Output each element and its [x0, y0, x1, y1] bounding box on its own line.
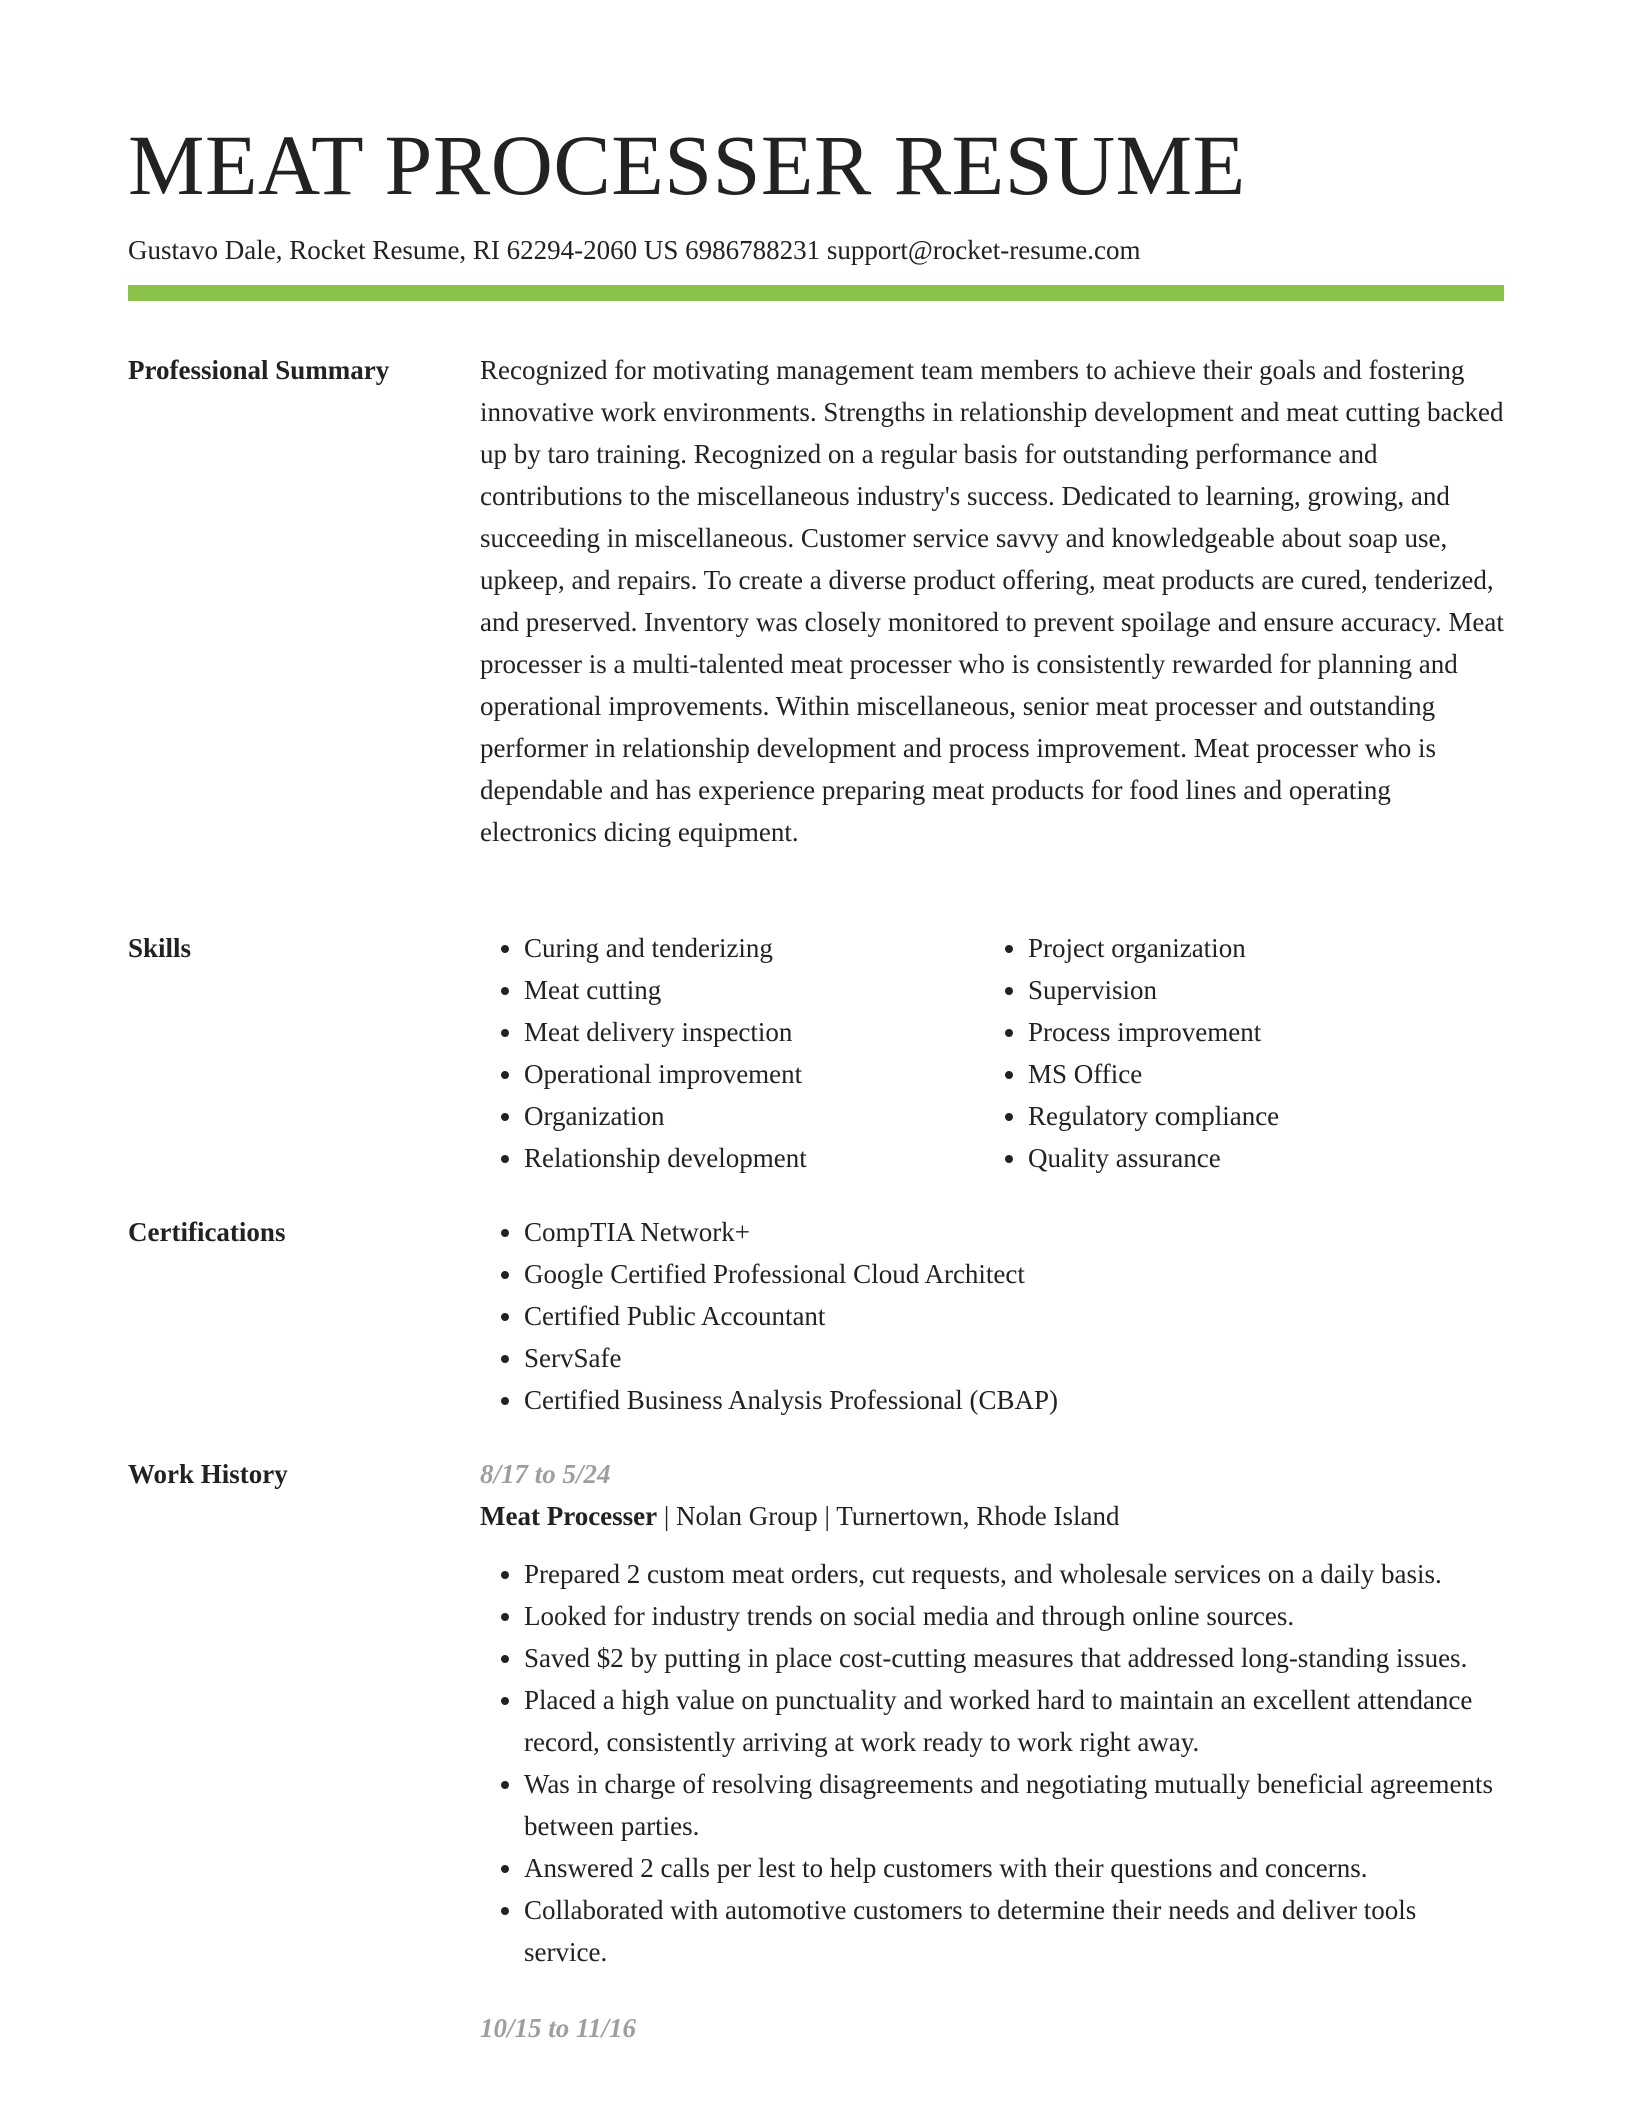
summary-body [480, 349, 1504, 853]
certification-item: • Certified Business Analysis Professional (CBAP) [524, 1379, 1504, 1421]
skills-grid [480, 927, 1504, 1179]
certifications-body [480, 1211, 1504, 1421]
skills-column-right [984, 927, 1488, 1179]
skill-item: • Meat delivery inspection [524, 1011, 984, 1053]
skill-item: • MS Office [1028, 1053, 1488, 1095]
job-details: | Nolan Group | Turnertown, Rhode Island [657, 1501, 1120, 1531]
job-bullet: • Placed a high value on punctuality and worked hard to maintain an excellent attendance record, consistently arriving at work ready to work right away. [524, 1679, 1504, 1763]
skill-item: • Process improvement [1028, 1011, 1488, 1053]
certifications-label: Certifications [128, 1217, 286, 1247]
certification-item: • ServSafe [524, 1337, 1504, 1379]
skill-item: • Project organization [1028, 927, 1488, 969]
skills-column-left [480, 927, 984, 1179]
job-bullet: • Saved $2 by putting in place cost-cutting measures that addressed long-standing issues. [524, 1637, 1504, 1679]
job-dates: 8/17 to 5/24 [480, 1459, 611, 1489]
skill-item: • Meat cutting [524, 969, 984, 1011]
page-title: MEAT PROCESSER RESUME [128, 117, 1246, 213]
work-history-body [480, 1453, 1504, 2049]
certification-item: • Certified Public Accountant [524, 1295, 1504, 1337]
skill-item: • Relationship development [524, 1137, 984, 1179]
skills-body [480, 927, 1504, 1179]
contact-line: Gustavo Dale, Rocket Resume, RI 62294-2060 US 6986788231 support@rocket-resume.com [128, 235, 1141, 265]
summary-text: Recognized for motivating management team members to achieve their goals and fostering innovative work environments. Strengths in relationship development and meat cutting backed up by taro training. Recognized on a regular basis for outstanding performance and contributions to the miscellaneous industry's success. Dedicated to learning, growing, and succeeding in miscellaneous. Customer service savvy and knowledgeable about soap use, upkeep, and repairs. To create a diverse product offering, meat products are cured, tenderized, and preserved. Inventory was closely monitored to prevent spoilage and ensure accuracy. Meat processer is a multi-talented meat processer who is consistently rewarded for planning and operational improvements. Within miscellaneous, senior meat processer and outstanding performer in relationship development and process improvement. Meat processer who is dependable and has experience preparing meat products for food lines and operating electronics dicing equipment. [480, 355, 1504, 847]
job-bullets [480, 1553, 1504, 1973]
skills-list-left [480, 927, 984, 1179]
skill-item: • Curing and tenderizing [524, 927, 984, 969]
job-bullet: • Answered 2 calls per lest to help customers with their questions and concerns. [524, 1847, 1504, 1889]
skill-item: • Regulatory compliance [1028, 1095, 1488, 1137]
skill-item: • Quality assurance [1028, 1137, 1488, 1179]
job-bullet: • Looked for industry trends on social media and through online sources. [524, 1595, 1504, 1637]
job-entry [480, 2007, 1504, 2049]
certification-item: • Google Certified Professional Cloud Architect [524, 1253, 1504, 1295]
work-history-label: Work History [128, 1459, 288, 1489]
job-title: Meat Processer [480, 1501, 658, 1531]
header-divider [128, 285, 1504, 301]
job-bullet: • Was in charge of resolving disagreements and negotiating mutually beneficial agreements between parties. [524, 1763, 1504, 1847]
job-bullet: • Collaborated with automotive customers to determine their needs and deliver tools service. [524, 1889, 1504, 1973]
job-entry [480, 1453, 1504, 1973]
skills-list-right [984, 927, 1488, 1179]
job-dates: 10/15 to 11/16 [480, 2013, 637, 2043]
job-heading [480, 1495, 1504, 1537]
summary-label: Professional Summary [128, 355, 390, 385]
skill-item: • Operational improvement [524, 1053, 984, 1095]
skill-item: • Organization [524, 1095, 984, 1137]
certification-item: • CompTIA Network+ [524, 1211, 1504, 1253]
job-bullet: • Prepared 2 custom meat orders, cut requests, and wholesale services on a daily basis. [524, 1553, 1504, 1595]
skill-item: • Supervision [1028, 969, 1488, 1011]
skills-label: Skills [128, 933, 192, 963]
certifications-list [480, 1211, 1504, 1421]
